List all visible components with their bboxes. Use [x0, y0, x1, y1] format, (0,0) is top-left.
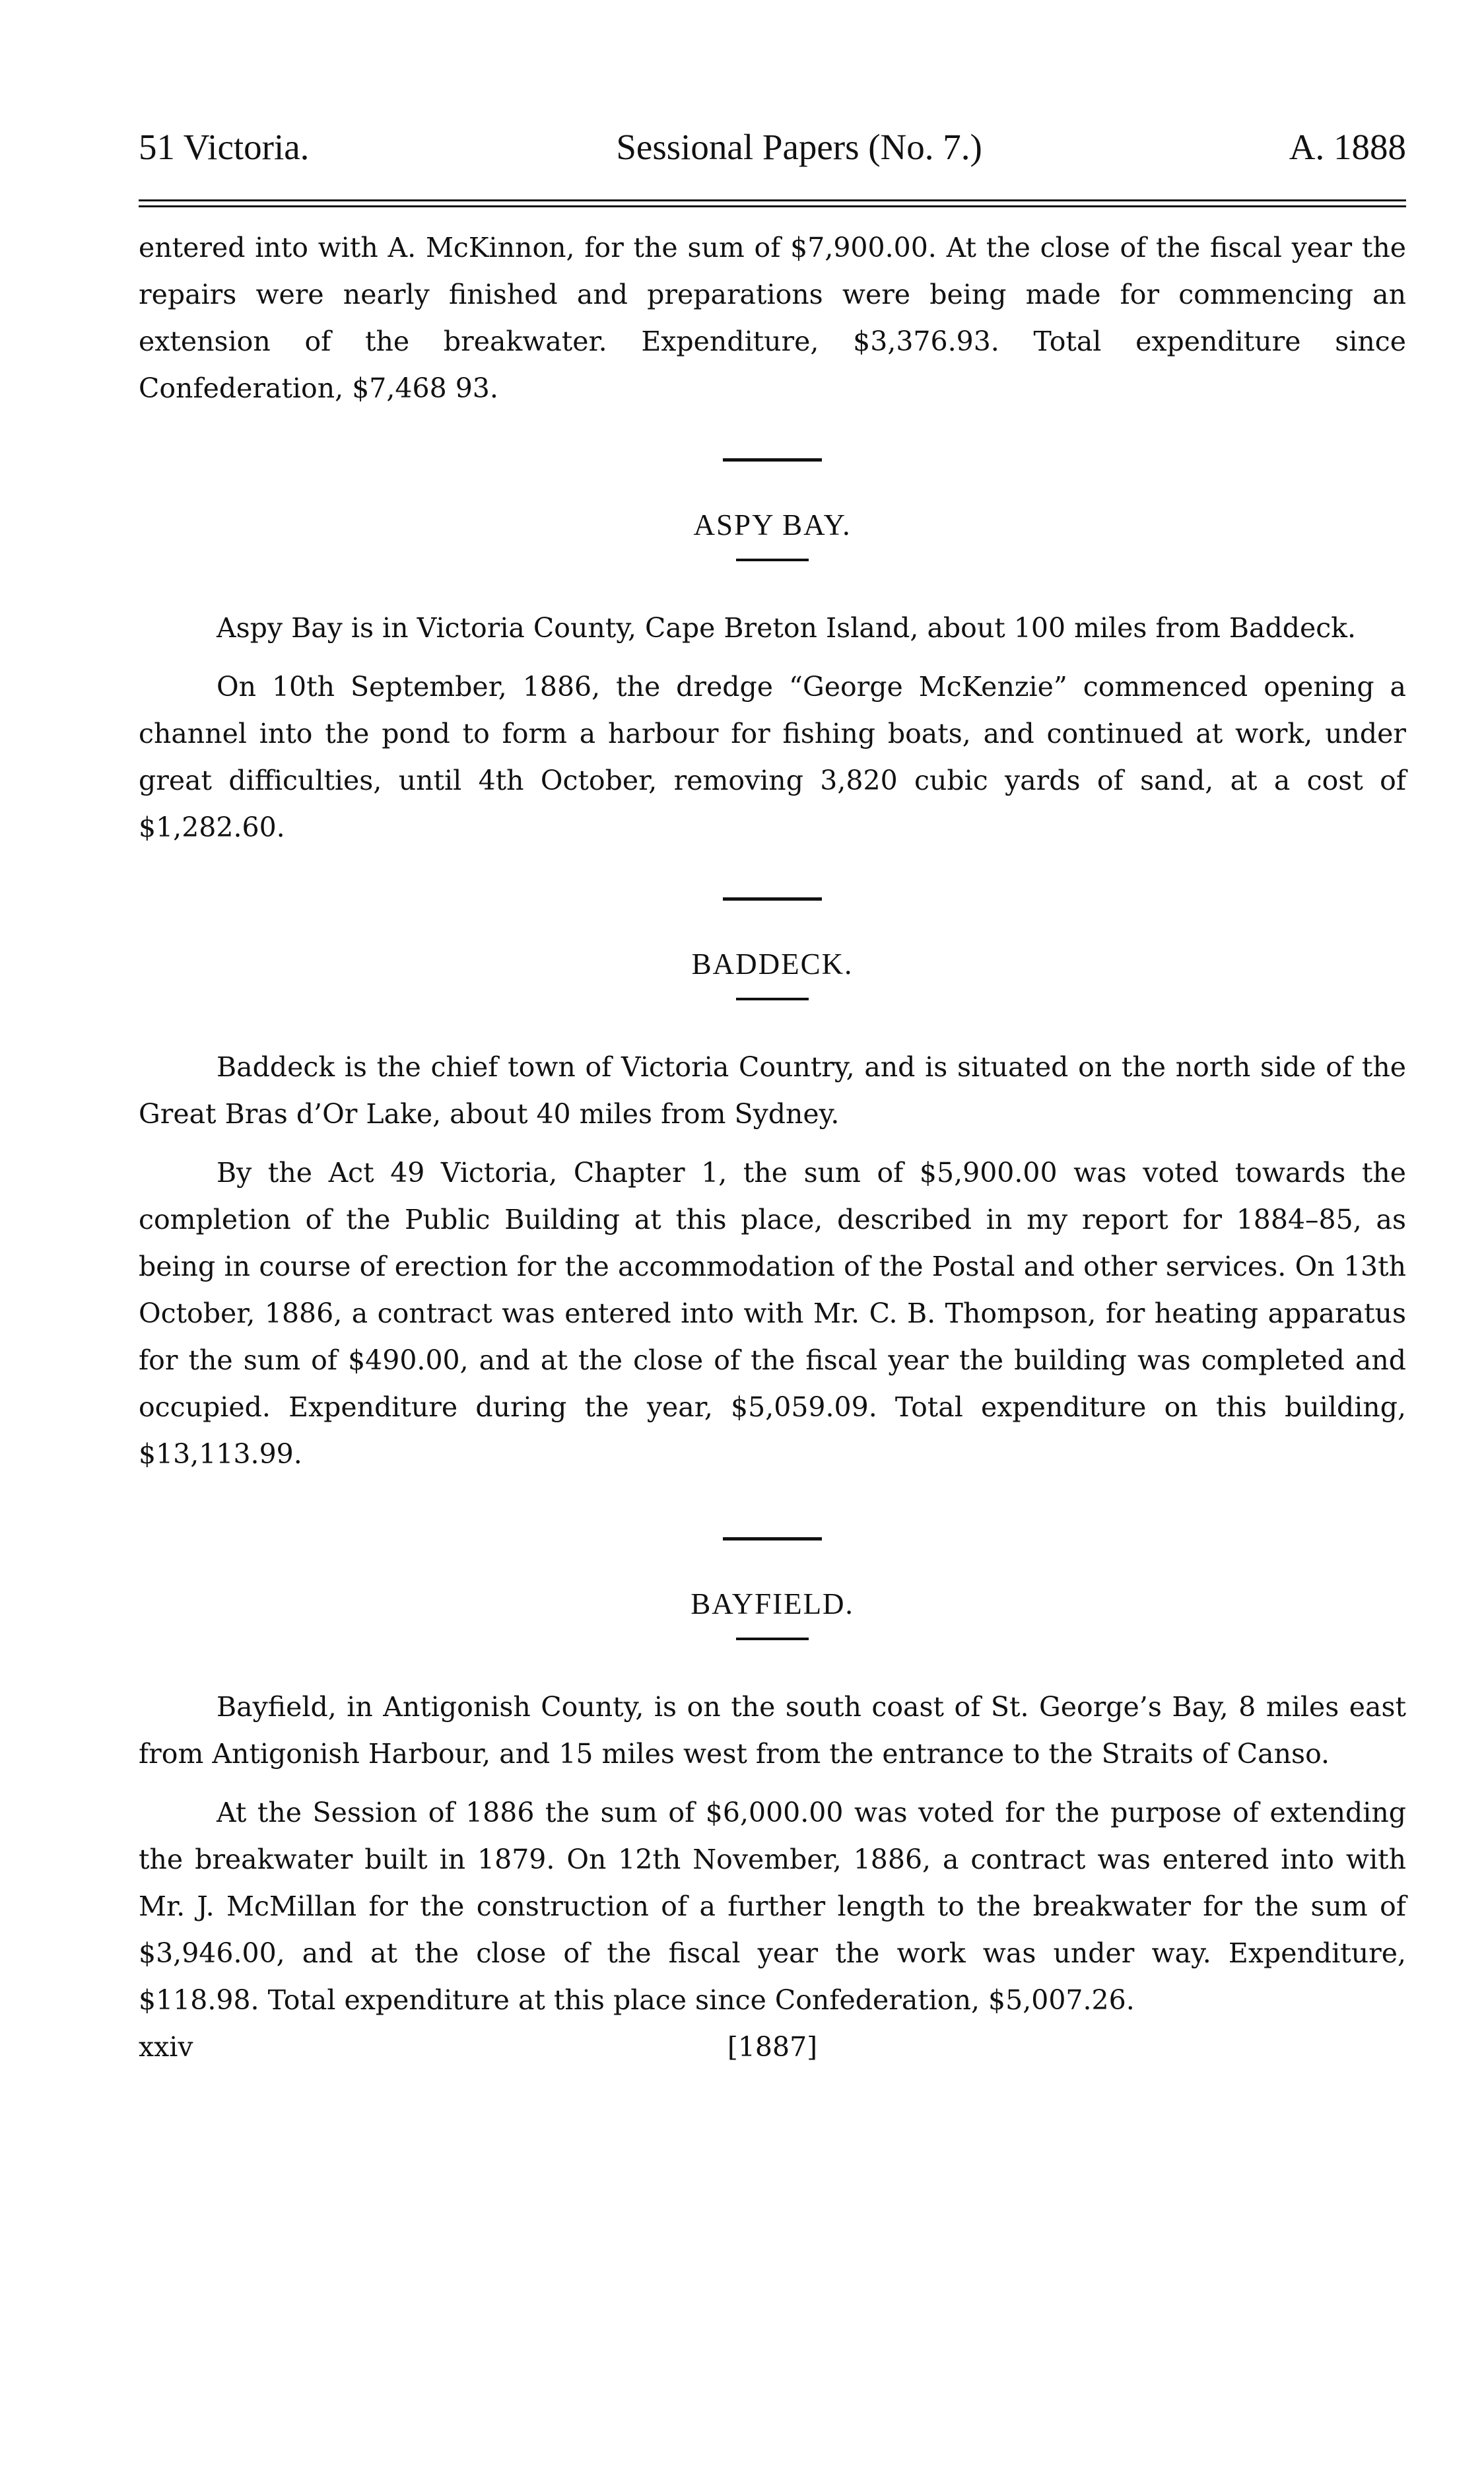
section-paragraph: Bayfield, in Antigonish County, is on the south coast of St. George’s Bay, 8 miles east from Antigonish Harbour, and 15 miles west from the entrance to the Straits of Canso. [139, 1691, 1406, 1770]
section-paragraph: At the Session of 1886 the sum of $6,000.00 was voted for the purpose of extending the breakwater built in 1879. On 12th November, 1886, a contract was entered into with Mr. J. McMillan for the construction of a further length to the breakwater for the sum of $3,946.00, and at the close of the fiscal year the work was under way. Expenditure, $118.98. Total expenditure at this place since Confederation, $5,007.26. [139, 1797, 1406, 2016]
footer-year: [1887] [727, 2031, 818, 2063]
header-title: Sessional Papers (No. 7.) [616, 127, 982, 167]
section-baddeck [139, 950, 1406, 1478]
header-double-rule [139, 199, 1406, 207]
header-year: A. 1888 [1289, 127, 1406, 167]
section-title: BADDECK. [691, 948, 854, 981]
section-divider [723, 897, 822, 901]
section-paragraph: By the Act 49 Victoria, Chapter 1, the sum of $5,900.00 was voted towards the completion of the Public Building at this place, described in my report for 1884–85, as being in course of erection for the accommodation of the Postal and other services. On 13th October, 1886, a contract was entered into with Mr. C. B. Thompson, for heating apparatus for the sum of $490.00, and at the close of the fiscal year the building was completed and occupied. Expenditure during the year, $5,059.09. Total expenditure on this building, $13,113.99. [139, 1157, 1406, 1470]
section-aspy-bay [139, 510, 1406, 851]
section-title: BAYFIELD. [691, 1587, 854, 1620]
header-volume: 51 Victoria. [139, 127, 310, 167]
document-page [139, 119, 1406, 2351]
intro-paragraph: entered into with A. McKinnon, for the sum of $7,900.00. At the close of the fiscal year the repairs were nearly finished and preparations were being made for commencing an extension of the breakwater. Expenditure, $3,376.93. Total expenditure since Confederation, $7,468 93. [139, 232, 1406, 404]
page-number-roman: xxiv [139, 2031, 193, 2063]
running-header [139, 119, 1406, 165]
page-footer [139, 2024, 1406, 2071]
section-title: ASPY BAY. [693, 508, 852, 541]
section-paragraph: Baddeck is the chief town of Victoria Country, and is situated on the north side of the Great Bras d’Or Lake, about 40 miles from Sydney. [139, 1051, 1406, 1130]
section-bayfield [139, 1589, 1406, 2024]
section-divider [723, 1537, 822, 1540]
section-paragraph: Aspy Bay is in Victoria County, Cape Breton Island, about 100 miles from Baddeck. [217, 612, 1357, 644]
section-paragraph: On 10th September, 1886, the dredge “George McKenzie” commenced opening a channel into the pond to form a harbour for fishing boats, and continued at work, under great difficulties, until 4th October, removing 3,820 cubic yards of sand, at a cost of $1,282.60. [139, 671, 1406, 843]
section-divider [723, 458, 822, 462]
